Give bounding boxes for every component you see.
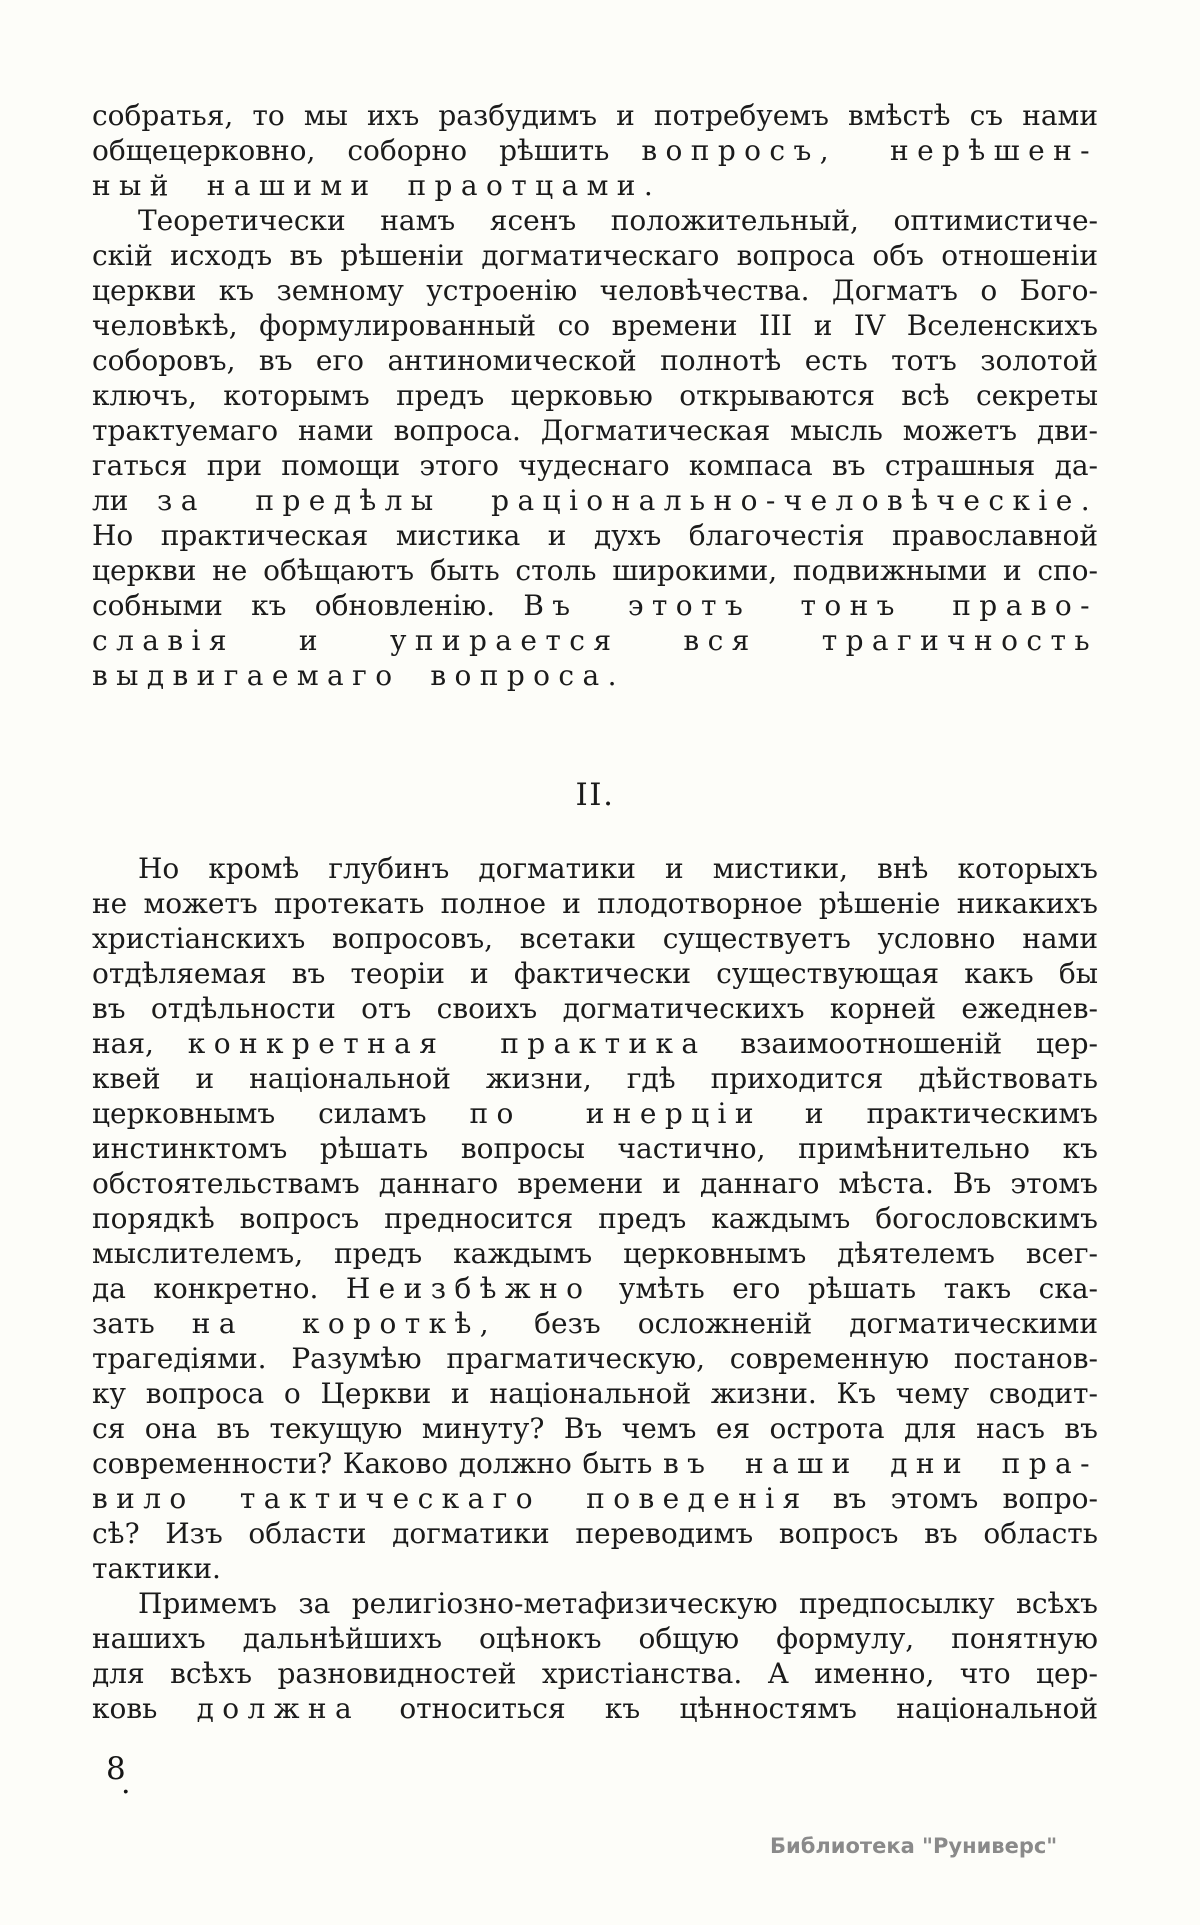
text-line: нашихъ дальнѣйшихъ оцѣнокъ общую формулу, понятную (92, 1622, 1098, 1655)
text-line: мыслителемъ, предъ каждымъ церковнымъ дѣятелемъ всег- (92, 1237, 1098, 1270)
text-line: ли за предѣлы раціонально-человѣческіе. (92, 484, 1098, 517)
text-line: общецерковно, соборно рѣшить вопросъ, нерѣшен- (92, 134, 1098, 167)
paragraph-block (92, 851, 1098, 1726)
letterspaced-emphasis: въ наши дни пра- (663, 1447, 1098, 1480)
letterspaced-emphasis: должна (196, 1692, 361, 1725)
text-line: трактуемаго нами вопроса. Догматическая мысль можетъ дви- (92, 414, 1098, 447)
text-line: ключъ, которымъ предъ церковью открываются всѣ секреты (92, 379, 1098, 412)
text-line: ная, конкретная практика взаимоотношеній цер- (92, 1027, 1098, 1060)
text-line: скій исходъ въ рѣшеніи догматическаго вопроса объ отношеніи (92, 239, 1098, 272)
text-line: Теоретически намъ ясенъ положительный, оптимистиче- (138, 204, 1098, 237)
letterspaced-emphasis: Неизбѣжно (345, 1272, 592, 1305)
text-line: не можетъ протекать полное и плодотворное рѣшеніе никакихъ (92, 887, 1098, 920)
text-line (92, 658, 1098, 693)
text-line: Но практическая мистика и духъ благочестія православной (92, 519, 1098, 552)
text-line (92, 623, 1098, 658)
paragraph-block (92, 98, 1098, 693)
text-line: ку вопроса о Церкви и національной жизни. Къ чему сводит- (92, 1377, 1098, 1410)
text-line: христіанскихъ вопросовъ, всетаки существуетъ условно нами (92, 922, 1098, 955)
letterspaced-emphasis: по инерціи (469, 1097, 762, 1130)
letterspaced-emphasis: за предѣлы раціонально-человѣческіе. (157, 484, 1098, 517)
text-line: трагедіями. Разумѣю прагматическую, современную постанов- (92, 1342, 1098, 1375)
text-line: отдѣляемая въ теоріи и фактически существующая какъ бы (92, 957, 1098, 990)
text-line: гаться при помощи этого чудеснаго компаса въ страшныя да- (92, 449, 1098, 482)
letterspaced-emphasis: конкретная практика (187, 1027, 707, 1060)
text-line: церковнымъ силамъ по инерціи и практическимъ (92, 1097, 1098, 1130)
text-line: въ отдѣльности отъ своихъ догматическихъ корней ежеднев- (92, 992, 1098, 1025)
letterspaced-emphasis: славія и упирается вся трагичность (92, 624, 1098, 657)
letterspaced-emphasis: вопросъ, нерѣшен- (641, 134, 1098, 167)
text-line: Но кромѣ глубинъ догматики и мистики, внѣ которыхъ (138, 852, 1098, 885)
text-line: соборовъ, въ его антиномической полнотѣ есть тотъ золотой (92, 344, 1098, 377)
letterspaced-emphasis: Въ этотъ тонъ право- (523, 589, 1098, 622)
ink-dot: . (121, 1766, 131, 1801)
letterspaced-emphasis: выдвигаемаго вопроса. (92, 659, 625, 692)
letterspaced-emphasis: на короткѣ, (191, 1307, 498, 1340)
section-heading: II. (575, 777, 615, 813)
text-line: сѣ? Изъ области догматики переводимъ вопросъ въ область (92, 1517, 1098, 1550)
text-line: порядкѣ вопросъ предносится предъ каждымъ богословскимъ (92, 1202, 1098, 1235)
text-line: человѣкѣ, формулированный со времени III и IV Вселенскихъ (92, 309, 1098, 342)
text-line: церкви не обѣщаютъ быть столь широкими, подвижными и спо- (92, 554, 1098, 587)
page-number: 8 (106, 1751, 126, 1787)
text-column (92, 98, 1098, 1726)
text-line: обстоятельствамъ даннаго времени и даннаго мѣста. Въ этомъ (92, 1167, 1098, 1200)
letterspaced-emphasis: вило тактическаго поведенія (92, 1482, 809, 1515)
text-line: тактики. (92, 1552, 221, 1585)
text-line: церкви къ земному устроенію человѣчества. Догматъ о Бого- (92, 274, 1098, 307)
text-line: инстинктомъ рѣшать вопросы частично, примѣнительно къ (92, 1132, 1098, 1165)
text-line: собными къ обновленію. Въ этотъ тонъ право- (92, 589, 1098, 622)
text-line: собратья, то мы ихъ разбудимъ и потребуемъ вмѣстѣ съ нами (92, 99, 1098, 132)
text-line: зать на короткѣ, безъ осложненій догматическими (92, 1307, 1098, 1340)
text-line: квей и національной жизни, гдѣ приходится дѣйствовать (92, 1062, 1098, 1095)
watermark-runivers: Библиотека "Руниверс" (770, 1834, 1058, 1858)
text-line: ковь должна относиться къ цѣнностямъ національной (92, 1692, 1098, 1725)
letterspaced-emphasis: ный нашими праотцами. (92, 169, 662, 202)
text-line (92, 168, 1098, 203)
text-line: да конкретно. Неизбѣжно умѣть его рѣшать такъ ска- (92, 1272, 1098, 1305)
text-line: ся она въ текущую минуту? Въ чемъ ея острота для насъ въ (92, 1412, 1098, 1445)
text-line: вило тактическаго поведенія въ этомъ вопро- (92, 1482, 1098, 1515)
text-line: Примемъ за религіозно-метафизическую предпосылку всѣхъ (138, 1587, 1098, 1620)
text-line: современности? Каково должно быть въ наши дни пра- (92, 1447, 1098, 1480)
text-line: для всѣхъ разновидностей христіанства. А именно, что цер- (92, 1657, 1098, 1690)
